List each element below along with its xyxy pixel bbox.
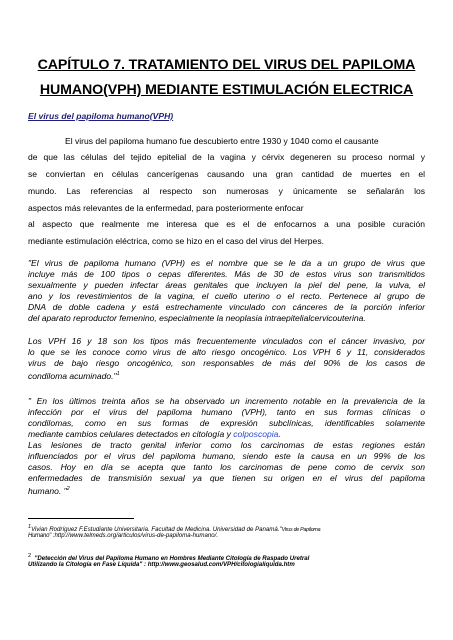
footnote-1-title: Virus de Papiloma: [281, 527, 321, 534]
quote-3-line-4-text: mediante cambios celulares detectados en citología y: [28, 429, 234, 439]
quote-1-line-2: incluye más de 100 tipos o cepas diferentes. Más de 30 de estos virus son transmitidos: [28, 269, 425, 279]
quote-3-line-7: casos. Hoy en día se acepta que tanto los carcinomas de pene como de cervix son: [28, 462, 425, 472]
chapter-title-line-1: CAPÍTULO 7. TRATAMIENTO DEL VIRUS DEL PAPILOMA: [37, 57, 416, 73]
footnote-2-line-2[interactable]: Utilizando la Citología en Fase Líquida" : http://www.geosalud.com/VPH/citologialiquida.htm: [28, 561, 295, 568]
quote-2-line-1: Los VPH 16 y 18 son los tipos más frecuentemente vinculados con el cáncer invasivo, por: [28, 336, 425, 346]
colposcopia-link[interactable]: colposcopia: [233, 429, 279, 439]
quote-3-line-4: [28, 429, 425, 440]
quote-1-line-4: ano y los revestimientos de la vagina, el cuello uterino o el recto. Pertenece al grupo de: [28, 291, 425, 301]
quote-1-line-3: sexualmente y pueden infectar áreas genitales que incluyen la piel del pene, la vulva, el: [28, 280, 425, 290]
quote-2-last-text: condiloma acuminado.": [28, 370, 117, 381]
footnote-1-author: Vivian Rodríguez F.Estudiante Universitaria. Facultad de Medicina. Universidad de Panamá.": [31, 526, 282, 534]
footnote-1-title-end: Humano": [28, 533, 52, 539]
footnote-ref-2[interactable]: 2: [66, 486, 70, 492]
quote-1-line-6: del aparato reproductor femenino, especialmente la neoplasia intraepitelialcervicouterina.: [28, 313, 366, 323]
quote-1-line-1: "El virus de papiloma humano (VPH) es el nombre que se le da a un grupo de virus que: [28, 258, 425, 268]
footnote-separator: [28, 518, 134, 519]
footnote-1-line-2: [28, 532, 428, 540]
footnote-1-marker: 1: [28, 524, 32, 530]
paragraph-1-line-7: mediante estimulación eléctrica, como se hizo en el caso del virus del Herpes.: [28, 236, 324, 246]
quote-3-line-9: [28, 484, 425, 497]
quote-1-line-5: DNA de doble cadena y está estrechamente vinculado con cánceres de la porción inferior: [28, 302, 425, 312]
quote-3-line-1: " En los últimos treinta años se ha observado un incremento notable en la prevalencia de la: [28, 396, 425, 406]
paragraph-1-line-2: de que las células del tejido epitelial de la vagina y cérvix degeneren su proceso normal y: [28, 152, 425, 162]
quote-3-line-5: Las lesiones de tracto genital inferior como los carcinomas de estas regiones están: [28, 440, 425, 450]
quote-3-line-2: infección por el virus del papiloma humano (VPH), tanto en sus formas clínicas o: [28, 407, 425, 417]
quote-3-line-8: enfermedades de transmisión sexual ya que tienen su origen en el virus del papiloma: [28, 473, 425, 483]
paragraph-1-line-3: se conviertan en células cancerígenas causando una gran cantidad de muertes en el: [28, 169, 425, 179]
footnote-1-url[interactable]: :http://www.telmeds.org/articulos/virus-de-papiloma-humano/.: [51, 532, 219, 539]
paragraph-1-line-1: El virus del papiloma humano fue descubierto entre 1930 y 1040 como el causante: [65, 136, 379, 146]
section-heading: El virus del papiloma humano(VPH): [28, 111, 174, 121]
paragraph-1-line-5: aspectos más relevantes de la enfermedad, para posteriormente enfocar: [28, 203, 304, 213]
quote-3-line-3: condilomas, como en sus formas de expresión subclínicas, identificables solamente: [28, 418, 425, 428]
footnote-2-marker: 2: [28, 553, 32, 559]
quote-2-line-3: virus de bajo riesgo oncogénico, son responsables de más del 90% de los casos de: [28, 358, 425, 368]
chapter-title-line-2: HUMANO(VPH) MEDIANTE ESTIMULACIÓN ELECTRICA: [39, 82, 414, 98]
quote-2-line-4: [28, 369, 425, 382]
paragraph-1-line-6: al aspecto que realmente me interesa que es el de enfocarnos a una posible curación: [28, 219, 425, 229]
quote-3-line-4-end: .: [278, 429, 281, 439]
footnote-ref-1[interactable]: 1: [116, 371, 120, 377]
quote-2-line-2: lo que se les conoce como virus de alto riesgo oncogénico. Los VPH 6 y 11, considerados: [28, 347, 425, 357]
quote-3-last-text: humano. ": [28, 485, 67, 496]
quote-3-line-6: influenciados por el virus del papiloma humano, siendo este la causa en un 99% de los: [28, 451, 425, 461]
paragraph-1-line-4: mundo. Las referencias al respecto son numerosas y únicamente se señalarán los: [28, 186, 425, 196]
footnote-2-title: "Detección del Virus del Papiloma Humano en Hombres Mediante Citología de Raspado Uretral: [34, 555, 310, 563]
